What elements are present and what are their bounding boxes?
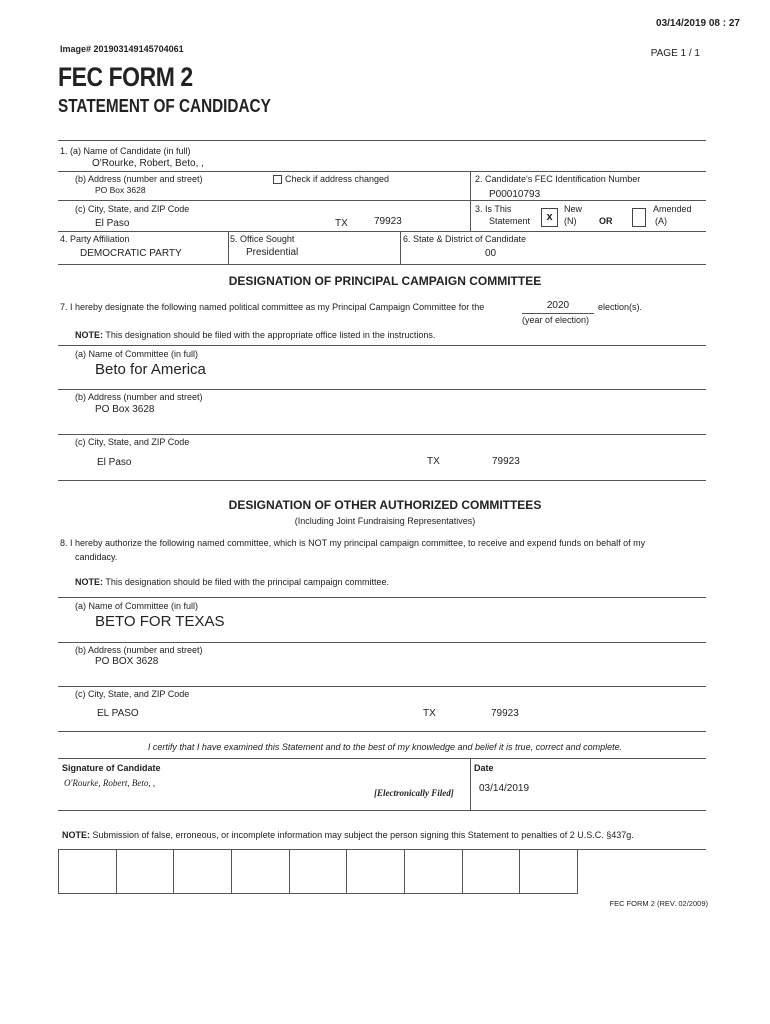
principal-name-value: Beto for America (95, 361, 206, 378)
candidate-name-label: 1. (a) Name of Candidate (in full) (60, 146, 191, 156)
office-use-box (117, 850, 175, 893)
date-label: Date (474, 763, 494, 773)
other-address-value: PO BOX 3628 (95, 656, 159, 667)
amended-statement-checkbox[interactable] (632, 208, 646, 227)
principal-name-label: (a) Name of Committee (in full) (75, 349, 199, 359)
other-city-label: (c) City, State, and ZIP Code (75, 689, 190, 699)
other-address-label: (b) Address (number and street) (75, 645, 203, 655)
office-use-box (232, 850, 290, 893)
candidate-city-value: El Paso (95, 218, 130, 229)
designate-text: 7. I hereby designate the following named political committee as my Principal Campaign Committee for the (60, 302, 485, 312)
penalty-note-label: NOTE: (62, 830, 90, 840)
candidate-address-label: (b) Address (number and street) (75, 174, 203, 184)
date-value: 03/14/2019 (479, 783, 530, 794)
page-number: PAGE 1 / 1 (650, 48, 700, 59)
office-use-box (174, 850, 232, 893)
certify-text: I certify that I have examined this Statement and to the best of my knowledge and belief it is true, correct and complete. (147, 742, 623, 752)
form-revision: FEC FORM 2 (REV. 02/2009) (609, 899, 708, 908)
authorize-text-1: 8. I hereby authorize the following named committee, which is NOT my principal campaign committee, to receive and expend funds on behalf of my (60, 538, 646, 548)
principal-city-value: El Paso (97, 457, 132, 468)
principal-address-label: (b) Address (number and street) (75, 392, 203, 402)
office-use-box (290, 850, 348, 893)
penalty-note (62, 830, 634, 840)
is-this-label: 3. Is This (475, 204, 512, 214)
fec-id-value: P00010793 (489, 189, 541, 200)
candidate-address-value: PO Box 3628 (95, 185, 146, 195)
address-changed-checkbox[interactable] (273, 175, 282, 184)
image-number: Image# 201903149145704061 (60, 44, 184, 54)
other-city-value: EL PASO (97, 708, 139, 719)
other-state-value: TX (423, 708, 436, 719)
amended-code: (A) (655, 216, 667, 226)
penalty-note-text: Submission of false, erroneous, or incomplete information may subject the person signing this Statement to penalties of 2 U.S.C. §437g. (92, 830, 634, 840)
principal-note-text: This designation should be filed with the appropriate office listed in the instructions. (105, 330, 436, 340)
other-note-text: This designation should be filed with the principal campaign committee. (105, 577, 389, 587)
party-label: 4. Party Affiliation (60, 234, 130, 244)
office-use-box (520, 850, 577, 893)
new-statement-checkbox[interactable]: x (541, 208, 558, 227)
form-title: FEC FORM 2 (58, 62, 193, 92)
or-label: OR (599, 216, 613, 226)
office-label: 5. Office Sought (230, 234, 295, 244)
other-note-label: NOTE: (75, 577, 103, 587)
principal-zip-value: 79923 (492, 456, 520, 467)
principal-city-label: (c) City, State, and ZIP Code (75, 437, 190, 447)
signature-label: Signature of Candidate (62, 763, 161, 773)
new-label: New (564, 204, 583, 214)
authorize-text-2: candidacy. (75, 552, 118, 562)
candidate-city-label: (c) City, State, and ZIP Code (75, 204, 190, 214)
electronically-filed: [Electronically Filed] (374, 788, 454, 798)
form-subtitle: STATEMENT OF CANDIDACY (58, 96, 271, 116)
principal-state-value: TX (427, 456, 440, 467)
other-zip-value: 79923 (491, 708, 519, 719)
other-name-value: BETO FOR TEXAS (95, 613, 225, 630)
year-caption: (year of election) (522, 315, 590, 325)
principal-committee-heading: DESIGNATION OF PRINCIPAL CAMPAIGN COMMITTEE (228, 274, 542, 288)
district-value: 00 (485, 248, 497, 259)
other-note (75, 577, 389, 587)
address-changed-label: Check if address changed (285, 174, 390, 184)
signature-value: O'Rourke, Robert, Beto, , (64, 778, 156, 788)
other-name-label: (a) Name of Committee (in full) (75, 601, 199, 611)
office-value: Presidential (246, 247, 299, 258)
statement-label: Statement (489, 216, 531, 226)
office-use-box (463, 850, 521, 893)
office-use-box (347, 850, 405, 893)
new-code: (N) (564, 216, 577, 226)
election-suffix: election(s). (598, 302, 643, 312)
election-year-value: 2020 (546, 300, 570, 311)
principal-address-value: PO Box 3628 (95, 404, 155, 415)
office-use-box (59, 850, 117, 893)
office-use-box (405, 850, 463, 893)
timestamp: 03/14/2019 08 : 27 (656, 18, 740, 29)
office-use-boxes (58, 850, 578, 894)
candidate-zip-value: 79923 (374, 216, 402, 227)
other-committees-heading: DESIGNATION OF OTHER AUTHORIZED COMMITTEES (228, 498, 542, 512)
amended-label: Amended (653, 204, 692, 214)
fec-id-label: 2. Candidate's FEC Identification Number (475, 174, 641, 184)
candidate-name-value: O'Rourke, Robert, Beto, , (92, 158, 204, 169)
principal-note-label: NOTE: (75, 330, 103, 340)
party-value: DEMOCRATIC PARTY (80, 248, 182, 259)
principal-note (75, 330, 435, 340)
candidate-state-value: TX (335, 218, 348, 229)
district-label: 6. State & District of Candidate (403, 234, 527, 244)
other-committees-subheading: (Including Joint Fundraising Representatives) (294, 516, 476, 526)
